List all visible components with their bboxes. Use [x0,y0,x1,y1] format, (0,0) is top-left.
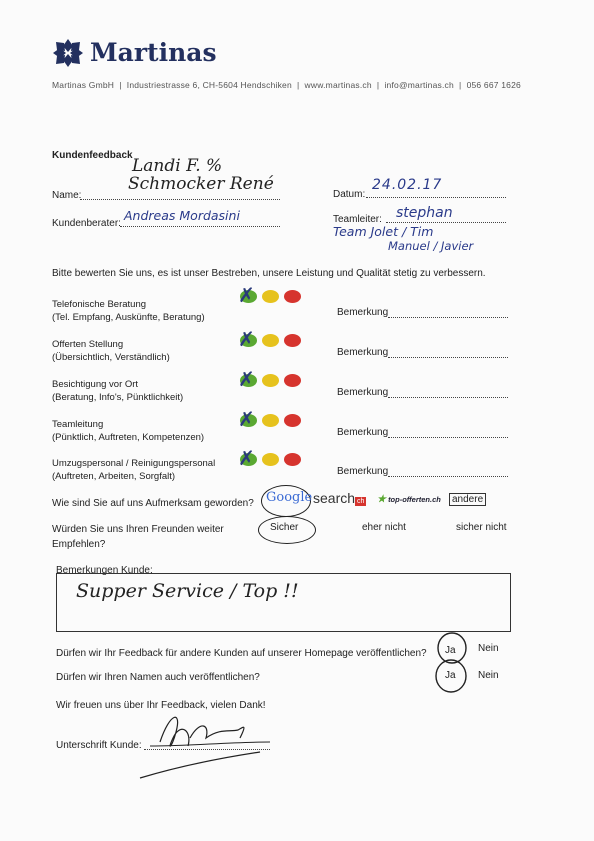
rating-title: Umzugspersonal / Reinigungspersonal [52,458,216,469]
rating-selected-mark-icon: ✗ [238,327,255,351]
publish-q2-ja[interactable]: Ja [445,670,456,681]
company-logo [52,38,84,68]
rating-subtitle: (Übersichtlich, Verständlich) [52,352,170,363]
rating-title: Teamleitung [52,419,104,430]
datum-label: Datum: [333,189,366,200]
company-address-line: Martinas GmbH | Industriestrasse 6, CH-5604 Hendschiken | www.martinas.ch | info@martinas.ch | 056 667 1626 [52,80,521,90]
teamleiter-line [386,221,506,223]
name-value-line1: Landi F. % [132,156,223,176]
intro-text: Bitte bewerten Sie uns, es ist unser Bestreben, unsere Leistung und Qualität stetig zu verbessern. [52,268,486,279]
recommend-opt-sicher[interactable]: Sicher [270,522,299,533]
name-line [80,198,280,200]
bemerkung-label: Bemerkung [337,466,389,477]
publish-q1-ja[interactable]: Ja [445,645,456,656]
bemerkung-line[interactable] [388,436,508,438]
publish-q2: Dürfen wir Ihren Namen auch veröffentlichen? [56,672,260,683]
recommend-question-2: Empfehlen? [52,539,106,550]
rating-selected-mark-icon: ✗ [238,407,255,431]
bemerkung-line[interactable] [388,316,508,318]
rating-title: Telefonische Beratung [52,299,147,310]
form-title: Kundenfeedback [52,150,133,161]
rating-subtitle: (Beratung, Info's, Pünktlichkeit) [52,392,184,403]
teamleiter-label: Teamleiter: [333,214,382,225]
rating-subtitle: (Auftreten, Arbeiten, Sorgfalt) [52,471,176,482]
teamleiter-value-3: Manuel / Javier [388,239,474,253]
remarks-value: Supper Service / Top !! [76,580,299,602]
search-ch-badge: ch [357,498,365,505]
rating-red-smiley-icon[interactable] [284,374,301,387]
datum-value: 24.02.17 [372,177,443,193]
rating-selected-mark-icon: ✗ [238,367,255,391]
thanks-text: Wir freuen uns über Ihr Feedback, vielen Dank! [56,700,266,711]
rating-yellow-smiley-icon[interactable] [262,453,279,466]
rating-yellow-smiley-icon[interactable] [262,374,279,387]
publish-q1-nein[interactable]: Nein [478,643,499,654]
rating-title: Besichtigung vor Ort [52,379,139,390]
datum-line [366,196,506,198]
rating-yellow-smiley-icon[interactable] [262,334,279,347]
source-andere[interactable]: andere [449,493,486,506]
name-value-line2: Schmocker René [128,174,274,194]
remarks-label: Bemerkungen Kunde: [56,565,153,576]
teamleiter-value-1: stephan [396,205,453,221]
recommend-opt-eher-nicht[interactable]: eher nicht [362,522,406,533]
rating-red-smiley-icon[interactable] [284,334,301,347]
bemerkung-line[interactable] [388,475,508,477]
rating-red-smiley-icon[interactable] [284,414,301,427]
bemerkung-label: Bemerkung [337,387,389,398]
company-name: Martinas [90,38,217,67]
rating-subtitle: (Tel. Empfang, Auskünfte, Beratung) [52,312,205,323]
rating-yellow-smiley-icon[interactable] [262,290,279,303]
source-topofferten[interactable] [377,494,441,505]
bemerkung-line[interactable] [388,356,508,358]
publish-q2-nein[interactable]: Nein [478,670,499,681]
recommend-opt-sicher-nicht[interactable]: sicher nicht [456,522,507,533]
publish-q1: Dürfen wir Ihr Feedback für andere Kunden auf unserer Homepage veröffentlichen? [56,648,427,659]
bemerkung-line[interactable] [388,396,508,398]
logo-mark-icon [52,38,84,68]
recommend-question-1: Würden Sie uns Ihren Freunden weiter [52,524,224,535]
kundenberater-line [120,225,280,227]
rating-red-smiley-icon[interactable] [284,290,301,303]
rating-subtitle: (Pünktlich, Auftreten, Kompetenzen) [52,432,205,443]
bemerkung-label: Bemerkung [337,427,389,438]
rating-yellow-smiley-icon[interactable] [262,414,279,427]
source-google[interactable]: Google [266,490,313,505]
teamleiter-value-2: Team Jolet / Tim [333,224,434,239]
source-search[interactable] [313,490,366,508]
name-label: Name: [52,190,82,201]
source-question: Wie sind Sie auf uns Aufmerksam geworden? [52,498,254,509]
kundenberater-value: Andreas Mordasini [124,208,240,223]
kundenberater-label: Kundenberater: [52,218,121,229]
search-label: search [313,490,356,506]
publish-ja-circles [430,628,470,696]
bemerkung-label: Bemerkung [337,307,389,318]
bemerkung-label: Bemerkung [337,347,389,358]
signature-label: Unterschrift Kunde: [56,740,142,751]
topofferten-label: top-offerten.ch [388,495,441,504]
rating-selected-mark-icon: ✗ [238,446,255,470]
star-icon: ★ [377,494,386,505]
rating-selected-mark-icon: ✗ [238,283,255,307]
rating-title: Offerten Stellung [52,339,124,350]
rating-red-smiley-icon[interactable] [284,453,301,466]
signature-drawing [130,702,280,782]
